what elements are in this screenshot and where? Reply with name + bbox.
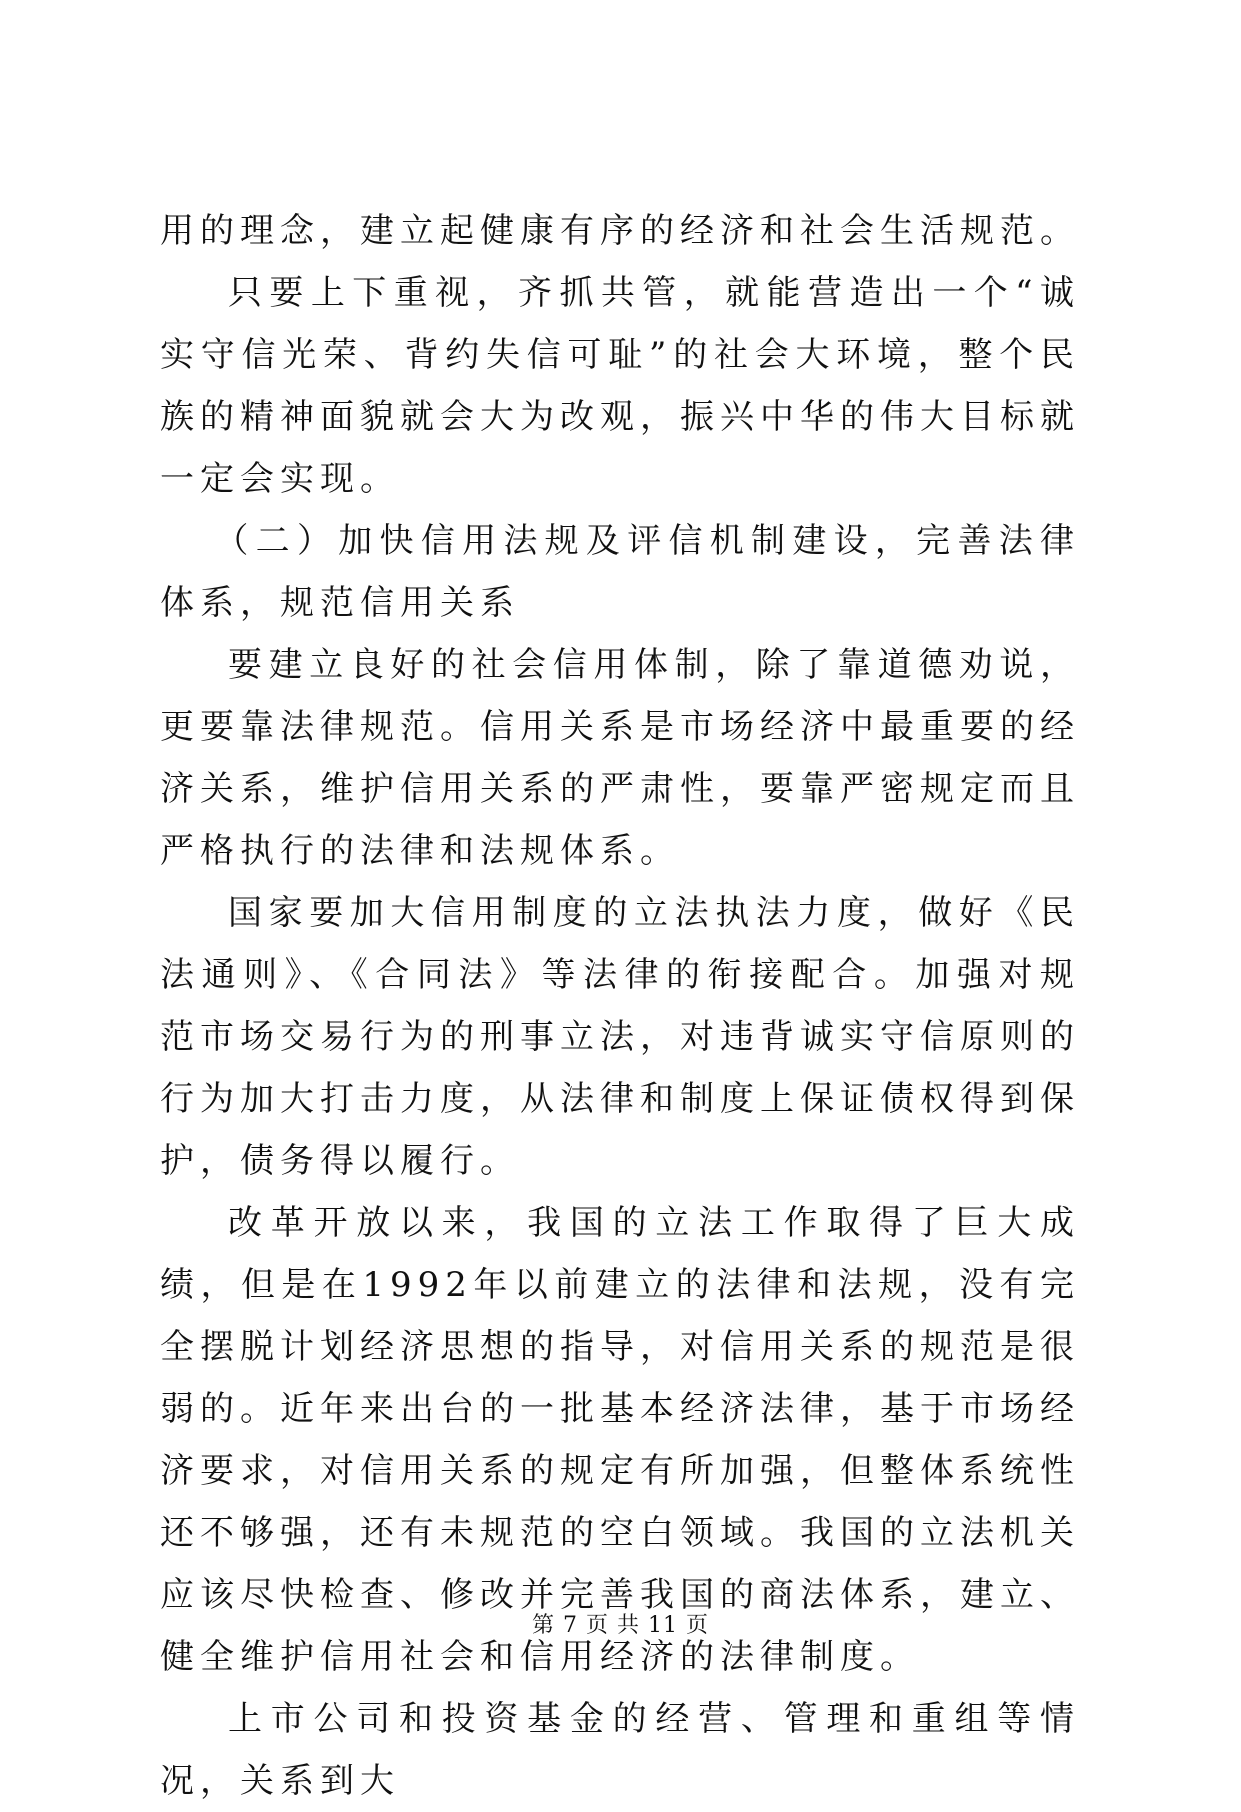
paragraph: 要建立良好的社会信用体制，除了靠道德劝说，更要靠法律规范。信用关系是市场经济中最重要的经济关系，维护信用关系的严肃性，要靠严密规定而且严格执行的法律和法规体系。 bbox=[160, 645, 1080, 871]
paragraph-continuation: 用的理念，建立起健康有序的经济和社会生活规范。 bbox=[160, 211, 1080, 251]
page-number-footer: 第 7 页 共 11 页 bbox=[532, 1613, 709, 1638]
section-heading: （二）加快信用法规及评信机制建设，完善法律体系，规范信用关系 bbox=[160, 521, 1080, 623]
paragraph: 上市公司和投资基金的经营、管理和重组等情况，关系到大 bbox=[160, 1699, 1080, 1801]
paragraph: 国家要加大信用制度的立法执法力度，做好《民法通则》、《合同法》等法律的衔接配合。加强对规范市场交易行为的刑事立法，对违背诚实守信原则的行为加大打击力度，从法律和制度上保证债权得到保护，债务得以履行。 bbox=[160, 893, 1080, 1181]
paragraph: 改革开放以来，我国的立法工作取得了巨大成绩，但是在1992年以前建立的法律和法规，没有完全摆脱计划经济思想的指导，对信用关系的规范是很弱的。近年来出台的一批基本经济法律，基于市场经济要求，对信用关系的规定有所加强，但整体系统性还不够强，还有未规范的空白领域。我国的立法机关应该尽快检查、修改并完善我国的商法体系，建立、健全维护信用社会和信用经济的法律制度。 bbox=[160, 1203, 1080, 1677]
document-body bbox=[160, 200, 1080, 1812]
paragraph: 只要上下重视，齐抓共管，就能营造出一个“诚实守信光荣、背约失信可耻”的社会大环境，整个民族的精神面貌就会大为改观，振兴中华的伟大目标就一定会实现。 bbox=[160, 273, 1080, 499]
